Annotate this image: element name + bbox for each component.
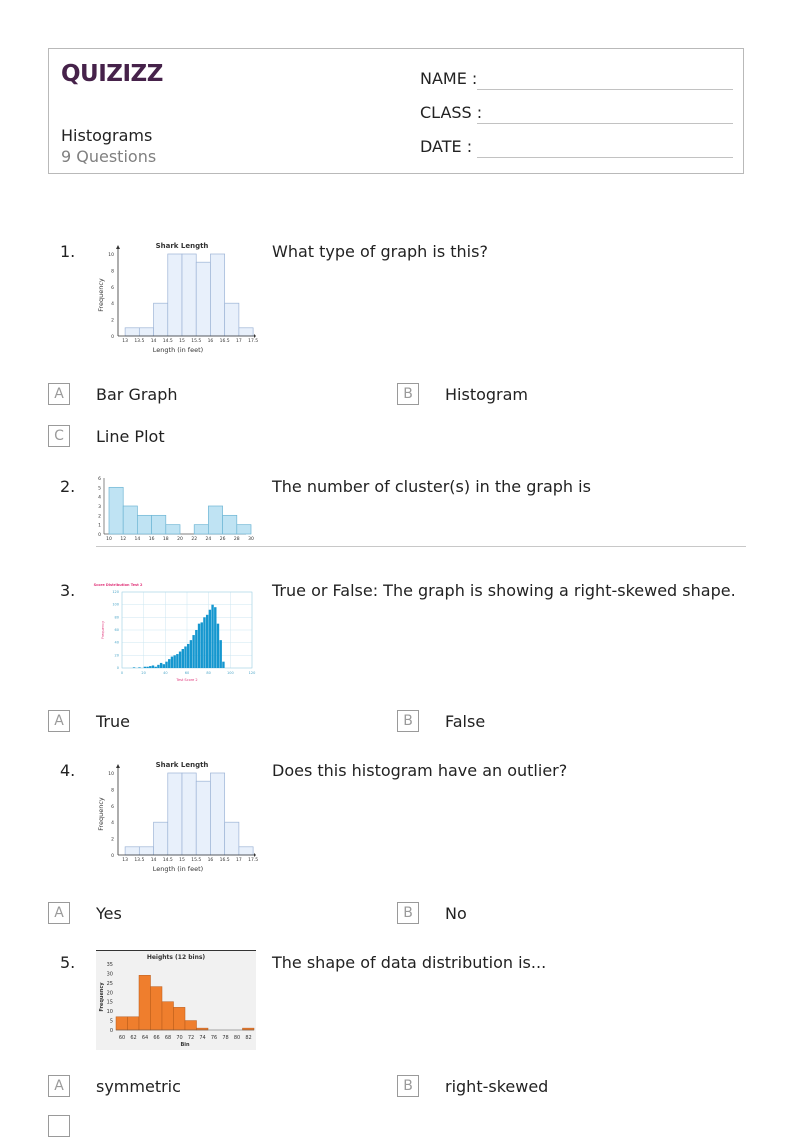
x-tick-label: 28 xyxy=(233,537,240,542)
x-tick-label: 17.5 xyxy=(248,858,259,863)
option-text[interactable]: symmetric xyxy=(96,1077,181,1096)
y-axis-label: Frequency xyxy=(97,797,105,831)
y-tick-label: 6 xyxy=(111,285,114,291)
option-text[interactable]: Histogram xyxy=(445,385,528,404)
histogram-bar xyxy=(163,664,165,668)
x-axis-label: Length (in feet) xyxy=(152,346,204,354)
question-count: 9 Questions xyxy=(61,147,157,166)
y-tick-label: 0 xyxy=(111,335,114,340)
x-tick-label: 13 xyxy=(122,339,128,344)
question-text: The number of cluster(s) in the graph is xyxy=(272,477,591,496)
x-tick-label: 17.5 xyxy=(248,339,259,344)
x-tick-label: 120 xyxy=(248,671,256,675)
histogram-bar xyxy=(223,515,237,534)
histogram-bar xyxy=(173,655,175,668)
x-tick-label: 13.5 xyxy=(134,858,145,863)
y-tick-label: 10 xyxy=(108,253,114,258)
option-text[interactable]: True xyxy=(96,712,130,731)
x-tick-label: 30 xyxy=(248,537,254,542)
x-tick-label: 15 xyxy=(179,339,185,344)
histogram-bar xyxy=(190,640,192,668)
y-tick-label: 6 xyxy=(111,804,114,810)
option-letter-box[interactable]: B xyxy=(397,383,419,405)
question-text: What type of graph is this? xyxy=(272,242,488,261)
option-text[interactable]: Yes xyxy=(96,904,122,923)
x-axis-label: Bin xyxy=(180,1042,190,1048)
histogram-bar xyxy=(210,254,224,336)
histogram-bar xyxy=(203,617,205,668)
y-tick-label: 3 xyxy=(98,505,101,510)
histogram-bar xyxy=(194,525,208,534)
question-number: 1. xyxy=(60,242,76,261)
question-text: True or False: The graph is showing a right-skewed shape. xyxy=(272,581,736,600)
question-text: The shape of data distribution is... xyxy=(272,953,547,972)
option-text[interactable]: Bar Graph xyxy=(96,385,178,404)
option-letter-box[interactable]: A xyxy=(48,902,70,924)
histogram-bar xyxy=(176,654,178,668)
name-label: NAME : xyxy=(420,69,478,88)
y-tick-label: 100 xyxy=(112,602,119,607)
chart-title: Heights (12 bins) xyxy=(146,954,206,961)
x-tick-label: 80 xyxy=(233,1035,241,1041)
x-tick-label: 16 xyxy=(207,339,214,344)
histogram-bar xyxy=(144,667,146,668)
histogram-bar xyxy=(138,667,140,668)
histogram-bar xyxy=(160,663,162,668)
option-letter-box[interactable]: B xyxy=(397,710,419,732)
score-distribution-histogram xyxy=(93,578,256,686)
y-tick-label: 80 xyxy=(114,615,119,620)
y-tick-label: 10 xyxy=(108,772,114,777)
histogram-bar xyxy=(152,665,154,668)
histogram-bar xyxy=(128,1017,140,1030)
y-axis-label: Frequency xyxy=(97,278,105,312)
histogram-bar xyxy=(154,822,168,855)
x-tick-label: 0 xyxy=(120,671,124,675)
x-tick-label: 16 xyxy=(207,858,214,863)
chart-background xyxy=(93,578,256,686)
y-tick-label: 1 xyxy=(98,523,101,529)
x-tick-label: 12 xyxy=(120,537,127,542)
date-line[interactable] xyxy=(477,157,733,158)
x-tick-label: 13.5 xyxy=(134,339,145,344)
y-axis-arrow xyxy=(116,764,120,768)
histogram-bar xyxy=(137,515,151,534)
y-tick-label: 4 xyxy=(98,495,101,501)
x-tick-label: 74 xyxy=(199,1035,206,1041)
x-tick-label: 16.5 xyxy=(219,858,230,863)
x-tick-label: 24 xyxy=(205,537,212,542)
histogram-bar xyxy=(139,328,153,336)
histogram-bar xyxy=(157,665,159,668)
histogram-bar xyxy=(214,607,216,668)
x-tick-label: 14 xyxy=(150,858,157,863)
histogram-bar xyxy=(222,662,224,668)
heights-histogram xyxy=(96,950,256,1050)
y-tick-label: 40 xyxy=(114,640,119,645)
option-letter-box[interactable] xyxy=(48,1115,70,1137)
histogram-bar xyxy=(217,624,219,668)
x-tick-label: 76 xyxy=(210,1035,218,1041)
question-number: 5. xyxy=(60,953,76,972)
x-tick-label: 20 xyxy=(177,537,183,542)
histogram-bar xyxy=(195,630,197,668)
svg-text:QUIZIZZ: QUIZIZZ xyxy=(61,61,163,87)
shark-length-histogram xyxy=(96,759,259,877)
histogram-bar xyxy=(196,781,210,855)
question-number: 4. xyxy=(60,761,76,780)
name-line[interactable] xyxy=(477,89,733,90)
histogram-bar xyxy=(192,635,194,668)
y-axis-label: Frequency xyxy=(101,620,105,640)
histogram-bar xyxy=(166,525,180,534)
x-tick-label: 22 xyxy=(191,537,198,542)
histogram-bar xyxy=(187,644,189,668)
histogram-bar xyxy=(179,652,181,668)
histogram-bar xyxy=(206,615,208,668)
histogram-bar xyxy=(225,303,239,336)
histogram-bar xyxy=(184,646,186,668)
x-tick-label: 14.5 xyxy=(162,858,173,863)
histogram-bar xyxy=(208,506,222,534)
y-tick-label: 4 xyxy=(111,302,114,308)
y-tick-label: 2 xyxy=(111,318,114,324)
x-tick-label: 78 xyxy=(222,1035,229,1041)
x-tick-label: 13 xyxy=(122,858,128,863)
x-tick-label: 15.5 xyxy=(191,858,202,863)
x-tick-label: 66 xyxy=(153,1035,160,1041)
x-tick-label: 14.5 xyxy=(162,339,173,344)
histogram-bar xyxy=(109,487,123,534)
question-number: 2. xyxy=(60,477,76,496)
y-tick-label: 10 xyxy=(106,1009,113,1016)
y-tick-label: 20 xyxy=(106,990,113,997)
y-tick-label: 0 xyxy=(111,854,114,859)
y-tick-label: 5 xyxy=(98,486,101,492)
option-letter-box[interactable]: B xyxy=(397,902,419,924)
histogram-bar xyxy=(239,847,253,855)
x-tick-label: 10 xyxy=(106,537,112,542)
histogram-bar xyxy=(171,657,173,668)
x-tick-label: 60 xyxy=(118,1035,126,1041)
x-tick-label: 15.5 xyxy=(191,339,202,344)
class-line[interactable] xyxy=(477,123,733,124)
y-tick-label: 15 xyxy=(106,999,113,1006)
histogram-bar xyxy=(165,662,167,668)
x-tick-label: 14 xyxy=(150,339,157,344)
x-axis-arrow xyxy=(254,334,256,338)
chart-title: Shark Length xyxy=(155,242,209,250)
histogram-bar xyxy=(201,622,203,668)
class-label: CLASS : xyxy=(420,103,483,122)
y-tick-label: 35 xyxy=(106,962,113,968)
histogram-bar xyxy=(198,624,200,668)
histogram-bar xyxy=(239,328,253,336)
y-tick-label: 4 xyxy=(111,821,114,827)
histogram-bar xyxy=(133,667,135,668)
x-tick-label: 64 xyxy=(141,1035,149,1041)
histogram-bar xyxy=(168,773,182,855)
x-tick-label: 70 xyxy=(176,1035,183,1041)
divider xyxy=(96,546,746,547)
histogram-bar xyxy=(149,666,151,668)
y-tick-label: 6 xyxy=(98,477,101,482)
question-number: 3. xyxy=(60,581,76,600)
histogram-bar xyxy=(125,847,139,855)
worksheet-header xyxy=(48,48,744,174)
question-text: Does this histogram have an outlier? xyxy=(272,761,568,780)
histogram-bar xyxy=(123,506,137,534)
worksheet-title: Histograms xyxy=(61,126,153,145)
x-tick-label: 82 xyxy=(245,1035,252,1041)
histogram-bar xyxy=(146,667,148,668)
histogram-bar xyxy=(182,649,184,668)
x-tick-label: 40 xyxy=(163,671,168,675)
histogram-bar xyxy=(185,1021,197,1030)
option-letter-box[interactable]: C xyxy=(48,425,70,447)
histogram-bar xyxy=(182,773,196,855)
histogram-bar xyxy=(162,1002,174,1030)
chart-title: Shark Length xyxy=(155,761,209,769)
option-text[interactable]: Line Plot xyxy=(96,427,165,446)
y-tick-label: 120 xyxy=(112,590,119,594)
histogram-bar xyxy=(125,328,139,336)
x-tick-label: 17 xyxy=(236,858,242,863)
y-tick-label: 0 xyxy=(98,533,101,538)
y-tick-label: 20 xyxy=(114,653,119,658)
histogram-bar xyxy=(151,987,163,1030)
x-tick-label: 100 xyxy=(226,671,234,675)
histogram-bar xyxy=(211,605,213,668)
histogram-bar xyxy=(196,262,210,336)
histogram-bar xyxy=(182,254,196,336)
histogram-bar xyxy=(116,1017,128,1030)
chart-title: Score Distribution Test 2 xyxy=(93,583,143,587)
option-text[interactable]: No xyxy=(445,904,467,923)
x-tick-label: 26 xyxy=(219,537,226,542)
x-axis-arrow xyxy=(254,853,256,857)
x-tick-label: 16 xyxy=(148,537,155,542)
x-tick-label: 18 xyxy=(162,537,169,542)
y-tick-label: 60 xyxy=(114,628,119,632)
x-tick-label: 60 xyxy=(184,671,190,675)
quizizz-logo xyxy=(61,59,163,87)
shark-length-histogram xyxy=(96,240,259,358)
x-axis-label: Test Score 2 xyxy=(176,678,198,682)
y-tick-label: 8 xyxy=(111,269,114,275)
histogram-bar xyxy=(139,847,153,855)
x-tick-label: 15 xyxy=(179,858,185,863)
histogram-bar xyxy=(152,515,166,534)
histogram-bar xyxy=(225,822,239,855)
y-tick-label: 2 xyxy=(98,514,101,520)
y-tick-label: 25 xyxy=(106,980,113,987)
x-axis-label: Length (in feet) xyxy=(152,865,204,873)
histogram-bar xyxy=(139,975,151,1030)
y-axis-label: Frequency xyxy=(99,982,105,1012)
y-tick-label: 30 xyxy=(106,971,113,978)
x-tick-label: 72 xyxy=(187,1035,195,1041)
histogram-bar xyxy=(210,773,224,855)
histogram-bar xyxy=(155,667,157,668)
histogram-bar xyxy=(209,610,211,668)
x-tick-label: 68 xyxy=(164,1035,172,1041)
x-tick-label: 16.5 xyxy=(219,339,230,344)
histogram-bar xyxy=(220,640,222,668)
x-tick-label: 20 xyxy=(141,671,146,675)
y-tick-label: 0 xyxy=(109,1028,113,1034)
x-tick-label: 14 xyxy=(134,537,141,542)
histogram-bar xyxy=(168,254,182,336)
option-letter-box[interactable]: A xyxy=(48,383,70,405)
option-letter-box[interactable]: B xyxy=(397,1075,419,1097)
option-text[interactable]: right-skewed xyxy=(445,1077,549,1096)
histogram-bar xyxy=(154,303,168,336)
x-tick-label: 80 xyxy=(206,671,211,675)
cluster-histogram xyxy=(96,474,254,544)
histogram-bar xyxy=(197,1028,209,1030)
histogram-bar xyxy=(237,525,251,534)
option-letter-box[interactable]: A xyxy=(48,1075,70,1097)
option-text[interactable]: False xyxy=(445,712,486,731)
option-letter-box[interactable]: A xyxy=(48,710,70,732)
y-tick-label: 2 xyxy=(111,837,114,843)
y-tick-label: 5 xyxy=(109,1018,113,1025)
x-tick-label: 17 xyxy=(236,339,242,344)
y-tick-label: 8 xyxy=(111,788,114,794)
y-tick-label: 0 xyxy=(116,666,119,670)
histogram-bar xyxy=(168,659,170,668)
date-label: DATE : xyxy=(420,137,473,156)
y-axis-arrow xyxy=(116,245,120,249)
histogram-bar xyxy=(243,1028,255,1030)
x-tick-label: 62 xyxy=(130,1035,137,1041)
histogram-bar xyxy=(174,1007,186,1030)
